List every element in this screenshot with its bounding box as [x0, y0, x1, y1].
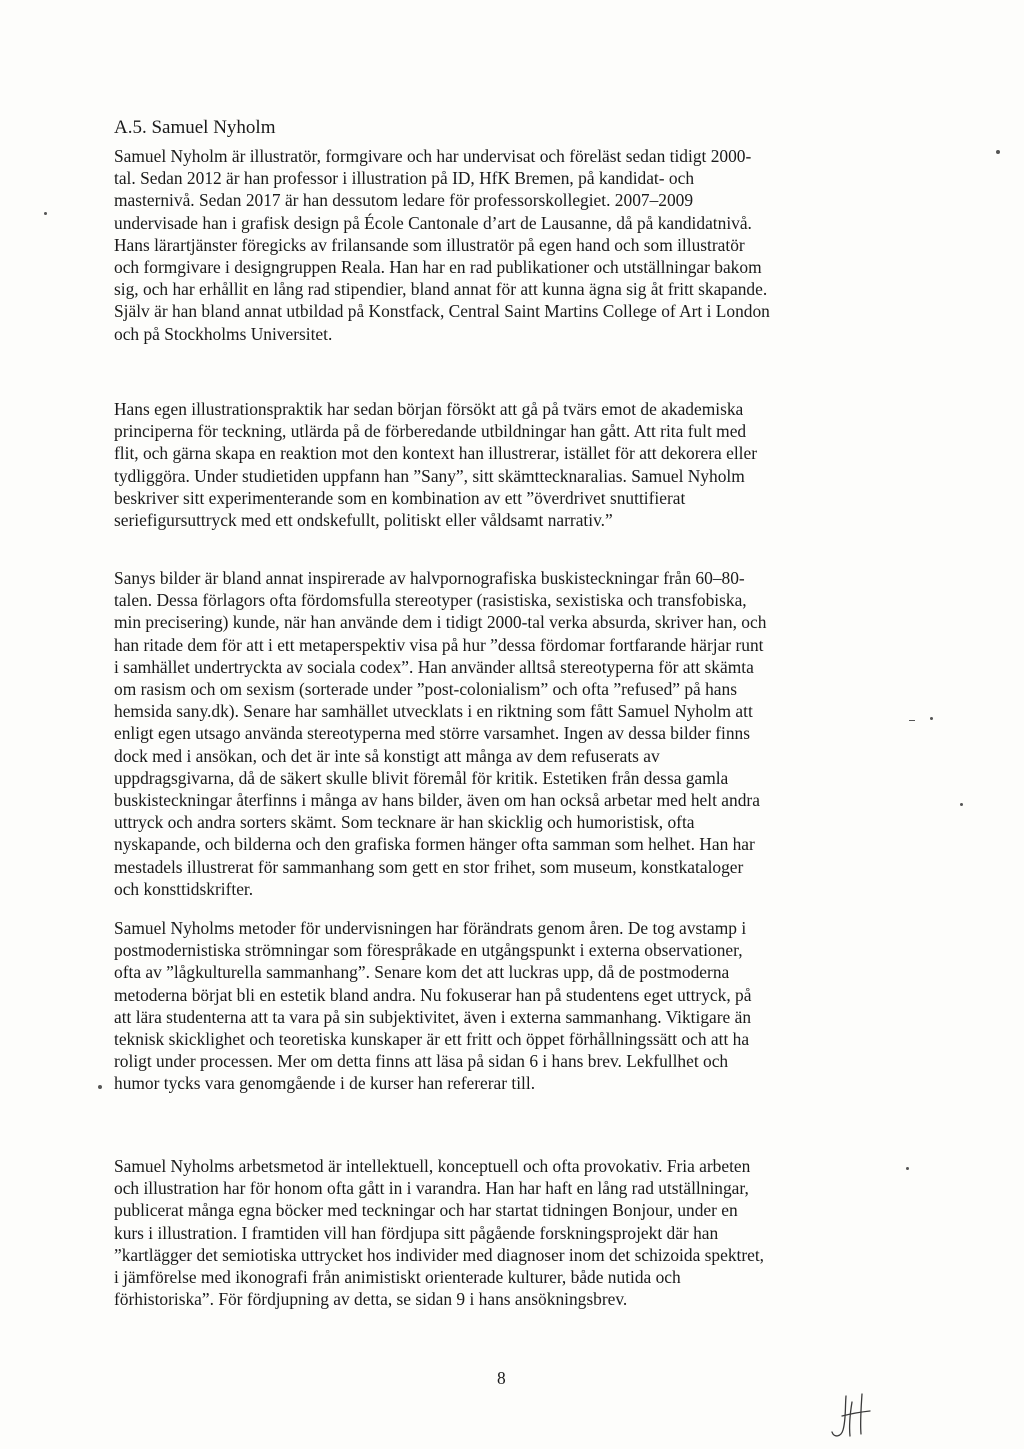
text-line: masternivå. Sedan 2017 är han dessutom ledare för professorskollegiet. 2007–2009 [114, 190, 694, 211]
text-line: talen. Dessa förlagors ofta fördomsfulla stereotyper (rasistiska, sexistiska och transfobiska, [114, 590, 747, 611]
text-line: och på Stockholms Universitet. [114, 323, 333, 344]
text-line: humor tycks vara genomgående i de kurser han refererar till. [114, 1073, 536, 1094]
text-line: Hans lärartjänster föregicks av frilansande som illustratör på egen hand och som illustratör [114, 234, 745, 255]
scan-speck [98, 1085, 102, 1089]
text-line: Hans egen illustrationspraktik har sedan början försökt att gå på tvärs emot de akademiska [114, 399, 744, 419]
text-line: min precisering) kunde, när han använde dem i tidigt 2000-tal verka absurda, skriver han, och [114, 612, 767, 633]
paragraph-biography [114, 145, 914, 345]
scan-speck [906, 1167, 909, 1170]
text-line: tydliggöra. Under studietiden uppfann han ”Sany”, sitt skämttecknaralias. Samuel Nyholm [114, 465, 745, 486]
text-line: publicerat många egna böcker med teckningar och har startat tidningen Bonjour, under en [114, 1200, 738, 1221]
text-line: uppdragsgivarna, då de säkert skulle blivit föremål för kritik. Estetiken från dessa gamla [114, 767, 729, 788]
text-line: principerna för teckning, utlärda på de förberedande utbildningar han gått. Att rita fult med [114, 421, 747, 442]
text-line: teknisk skicklighet och teoretiska kunskaper är ett fritt och öppet förhållningssätt och att ha [114, 1029, 750, 1050]
text-line: seriefigursuttryck med ett ondskefullt, politiskt eller våldsamt narrativ.” [114, 510, 613, 531]
text-line: om rasism och om sexism (sorterade under ”post-colonialism” och ofta ”refused” på hans [114, 679, 737, 700]
text-line: ”kartlägger det semiotiska uttrycket hos individer med diagnoser inom det schizoida spektret, [114, 1244, 765, 1265]
scan-speck [930, 717, 933, 720]
text-line: tal. Sedan 2012 är han professor i illustration på ID, HfK Bremen, på kandidat- och [114, 168, 695, 189]
scan-speck [996, 150, 1000, 154]
text-line: Själv är han bland annat utbildad på Konstfack, Central Saint Martins College of Art i London [114, 301, 770, 322]
text-line: och konsttidskrifter. [114, 878, 254, 899]
handwritten-initials [828, 1390, 876, 1442]
text-line: roligt under processen. Mer om detta finns att läsa på sidan 6 i hans brev. Lekfullhet och [114, 1051, 729, 1072]
text-line: förhistoriska”. För fördjupning av detta, se sidan 9 i hans ansökningsbrev. [114, 1289, 628, 1310]
text-line: han ritade dem för att i ett metaperspektiv visa på hur ”dessa fördomar fortfarande härjar runt [114, 634, 764, 655]
paragraph-sany-images [114, 567, 914, 900]
text-line: kurs i illustration. I framtiden vill han fördjupa sitt pågående forskningsprojekt där han [114, 1222, 719, 1243]
text-line: Samuel Nyholms metoder för undervisningen har förändrats genom åren. De tog avstamp i [114, 918, 747, 938]
text-line: dock med i ansökan, och det är inte så konstigt att många av dem refuserats av [114, 745, 660, 766]
text-line: i samhället undertryckta av sociala codex”. Han använder alltså stereotyperna för att skämta [114, 656, 754, 677]
text-line: Sanys bilder är bland annat inspirerade av halvpornografiska buskisteckningar från 60–80- [114, 568, 745, 588]
text-line: och illustration har för honom ofta gått in i varandra. Han har haft en lång rad utställningar, [114, 1178, 749, 1199]
text-line: ofta av ”lågkulturella sammanhang”. Senare kom det att luckras upp, då de postmoderna [114, 962, 730, 983]
text-line: flit, och gärna skapa en reaktion mot den kontext han illustrerar, istället för att dekorera eller [114, 443, 757, 464]
paragraph-illustration-practice [114, 398, 914, 531]
text-line: buskisteckningar återfinns i många av hans bilder, även om han också arbetar med helt andra [114, 790, 760, 811]
text-line: och formgivare i designgruppen Reala. Han har en rad publikationer och utställningar bakom [114, 257, 762, 278]
text-line: beskriver sitt experimenterande som en kombination av ett ”överdrivet snuttifierat [114, 487, 686, 508]
text-line: enligt egen utsago använda stereotyperna med större varsamhet. Ingen av dessa bilder finns [114, 723, 750, 744]
text-line: Samuel Nyholm är illustratör, formgivare och har undervisat och föreläst sedan tidigt 2000- [114, 146, 752, 166]
text-line: Samuel Nyholms arbetsmetod är intellektuell, konceptuell och ofta provokativ. Fria arbeten [114, 1156, 751, 1176]
text-line: undervisade han i grafisk design på École Cantonale d’art de Lausanne, då på kandidatnivå. [114, 212, 752, 233]
page-number: 8 [497, 1368, 506, 1388]
text-line: nyskapande, och bilderna och den grafiska formen hänger ofta samman som helhet. Han har [114, 834, 755, 855]
paragraph-working-method [114, 1155, 914, 1310]
text-line: metoderna börjat bli en estetik bland andra. Nu fokuserar han på studentens eget uttryck, på [114, 984, 752, 1005]
scan-speck [44, 212, 47, 215]
text-line: sig, och har erhållit en lång rad stipendier, bland annat för att kunna ägna sig åt fritt skapande. [114, 279, 768, 300]
section-heading: A.5. Samuel Nyholm [114, 117, 276, 138]
paragraph-teaching-methods [114, 917, 914, 1095]
scan-speck [960, 803, 963, 806]
text-line: att lära studenterna att ta vara på sin subjektivitet, även i externa sammanhang. Viktigare än [114, 1006, 752, 1027]
text-line: uttryck och andra sorters skämt. Som tecknare är han skicklig och humoristisk, ofta [114, 812, 695, 833]
text-line: mestadels illustrerat för sammanhang som gett en stor frihet, som museum, konstkataloger [114, 856, 744, 877]
text-line: postmodernistiska strömningar som förespråkade en utgångspunkt i externa observationer, [114, 940, 743, 961]
text-line: hemsida sany.dk). Senare har samhället utvecklats i en riktning som fått Samuel Nyholm att [114, 701, 753, 722]
text-line: i jämförelse med ikonografi från animistiskt orienterade kulturer, både nutida och [114, 1267, 681, 1288]
scan-speck [909, 720, 915, 721]
